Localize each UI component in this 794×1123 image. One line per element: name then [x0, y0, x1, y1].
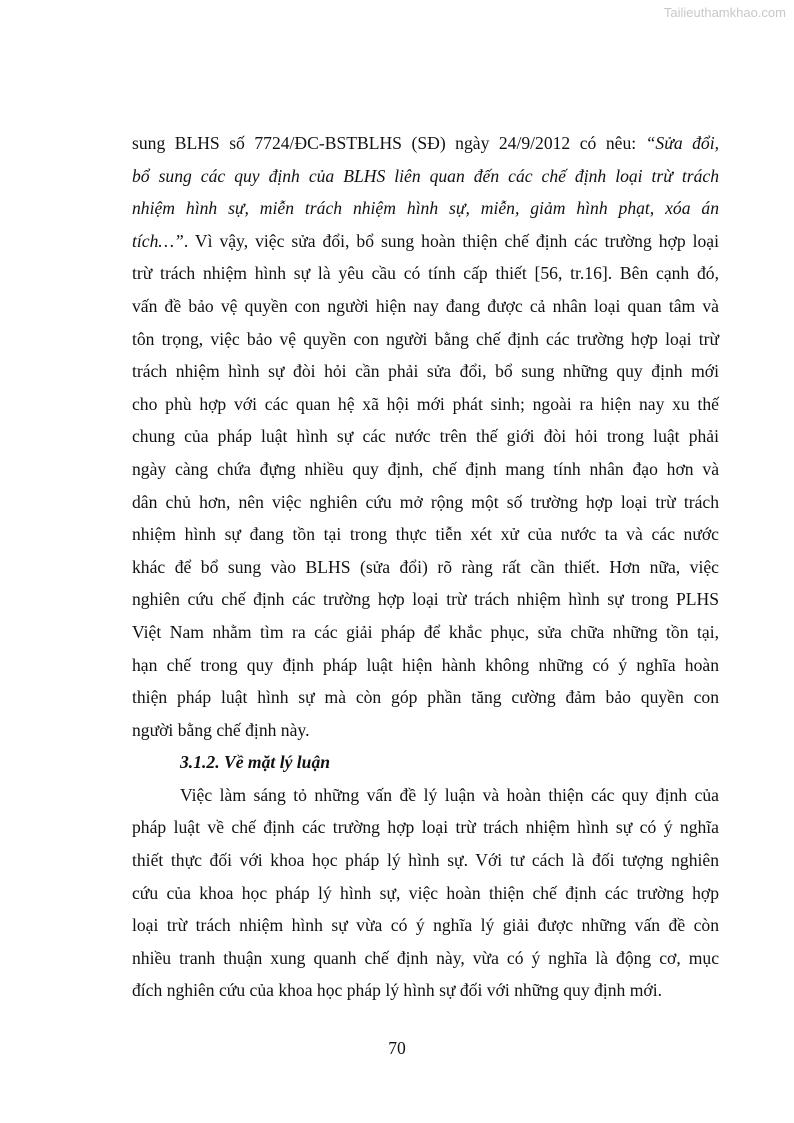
text-line: ngày càng chứa đựng nhiều quy định, chế định mang tính nhân đạo hơn và	[132, 458, 719, 479]
section-heading: 3.1.2. Về mặt lý luận	[180, 752, 331, 773]
text-line: trách nhiệm hình sự đòi hỏi cần phải sửa đổi, bổ sung những quy định mới	[132, 361, 719, 382]
text-line: chung của pháp luật hình sự các nước trên thế giới đòi hỏi trong luật phải	[132, 426, 719, 447]
text-line	[132, 192, 719, 225]
page-number: 70	[388, 1038, 406, 1058]
text-line: nhiệm hình sự đang tồn tại trong thực tiễn xét xử của nước ta và các nước	[132, 524, 719, 545]
text-line: Việc làm sáng tỏ những vấn đề lý luận và hoàn thiện các quy định của	[180, 784, 719, 805]
text-line: tôn trọng, việc bảo vệ quyền con người bằng chế định các trường hợp loại trừ	[132, 328, 719, 349]
quote-run: nhiệm hình sự, miễn trách nhiệm hình sự, miễn, giảm hình phạt, xóa án	[132, 198, 719, 219]
text-line: người bằng chế định này.	[132, 719, 310, 740]
text-run: sung BLHS số 7724/ĐC-BSTBLHS (SĐ) ngày 24/9/2012 có nêu:	[132, 133, 646, 153]
text-line	[132, 160, 719, 193]
quote-run: bổ sung các quy định của BLHS liên quan đến các chế định loại trừ trách	[132, 165, 719, 186]
text-line: nhiều tranh thuận xung quanh chế định này, vừa có ý nghĩa là động cơ, mục	[132, 947, 719, 968]
document-body	[132, 127, 719, 1007]
text-line	[132, 225, 719, 258]
text-line	[132, 127, 719, 160]
text-line: pháp luật về chế định các trường hợp loại trừ trách nhiệm hình sự có ý nghĩa	[132, 817, 719, 838]
text-line: trừ trách nhiệm hình sự là yêu cầu có tính cấp thiết [56, tr.16]. Bên cạnh đó,	[132, 263, 719, 284]
text-line: Việt Nam nhằm tìm ra các giải pháp để khắc phục, sửa chữa những tồn tại,	[132, 621, 719, 642]
text-line: dân chủ hơn, nên việc nghiên cứu mở rộng một số trường hợp loại trừ trách	[132, 491, 719, 512]
watermark: Tailieuthamkhao.com	[663, 5, 786, 20]
quote-run: tích…”	[132, 230, 184, 251]
text-line: khác để bổ sung vào BLHS (sửa đổi) rõ ràng rất cần thiết. Hơn nữa, việc	[132, 556, 719, 577]
text-line: cho phù hợp với các quan hệ xã hội mới phát sinh; ngoài ra hiện nay xu thế	[132, 393, 719, 414]
text-line: nghiên cứu chế định các trường hợp loại trừ trách nhiệm hình sự trong PLHS	[132, 589, 719, 610]
text-line: loại trừ trách nhiệm hình sự vừa có ý nghĩa lý giải được những vấn đề còn	[132, 915, 719, 936]
text-line: cứu của khoa học pháp lý hình sự, việc hoàn thiện chế định các trường hợp	[132, 882, 719, 903]
text-line: thiết thực đối với khoa học pháp lý hình sự. Với tư cách là đối tượng nghiên	[132, 850, 719, 871]
text-line: hạn chế trong quy định pháp luật hiện hành không những có ý nghĩa hoàn	[132, 654, 719, 675]
text-run: . Vì vậy, việc sửa đổi, bổ sung hoàn thiện chế định các trường hợp loại	[183, 230, 719, 251]
quote-run: “Sửa đổi,	[645, 133, 719, 153]
text-line: đích nghiên cứu của khoa học pháp lý hình sự đối với những quy định mới.	[132, 980, 662, 1001]
text-line: vấn đề bảo vệ quyền con người hiện nay đang được cả nhân loại quan tâm và	[132, 295, 719, 316]
text-line: thiện pháp luật hình sự mà còn góp phần tăng cường đảm bảo quyền con	[132, 687, 719, 708]
